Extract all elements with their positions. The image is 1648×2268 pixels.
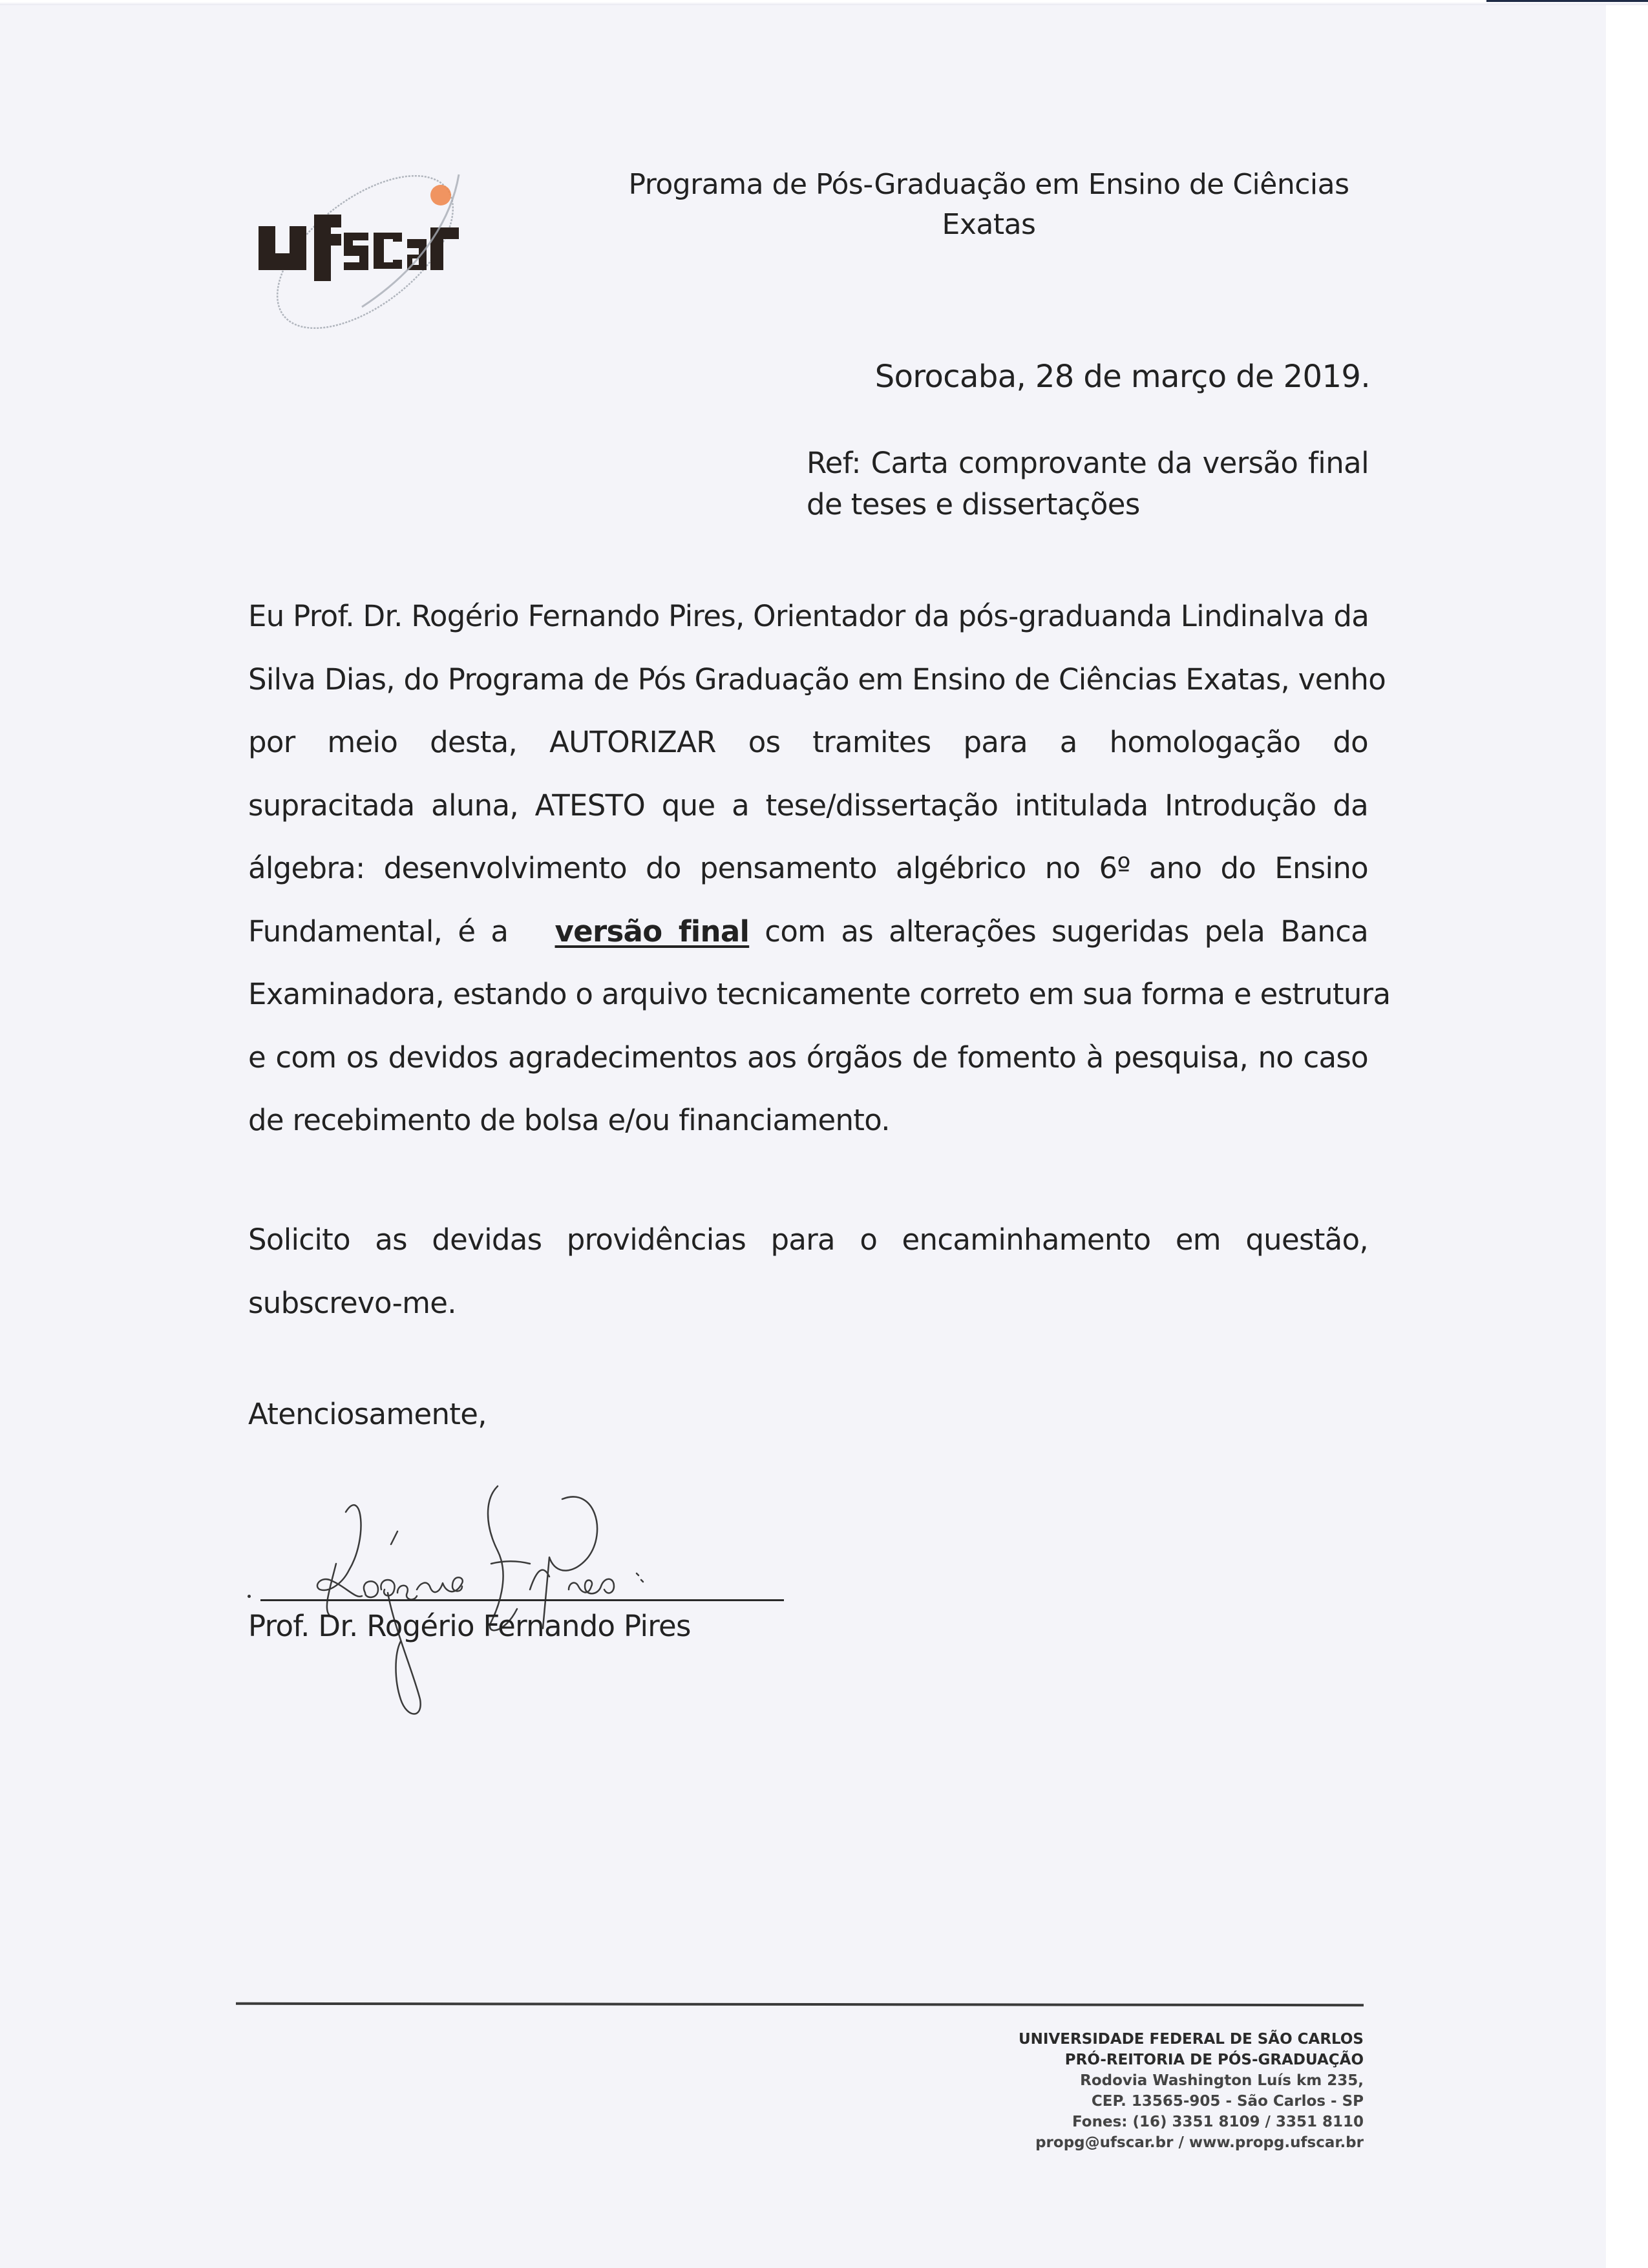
logo-orange-dot (430, 185, 451, 205)
body-text: com as alterações sugeridas pela Banca (765, 914, 1369, 949)
signature-scribble-icon (284, 1460, 704, 1732)
reference-subject (807, 443, 1369, 525)
body-line: Silva Dias, do Programa de Pós Graduação em Ensino de Ciências Exatas, venho (248, 662, 1386, 697)
signature-line (260, 1599, 784, 1601)
closing-line: Solicito as devidas providências para o encaminhamento em questão, (248, 1223, 1368, 1257)
logo-wordmark (259, 215, 459, 281)
reference-line1: Ref: Carta comprovante da versão final (807, 446, 1369, 480)
reference-line2: de teses e dissertações (807, 487, 1140, 521)
footer-address-line1: Rodovia Washington Luís km 235, (1080, 2072, 1364, 2089)
scan-top-edge (0, 0, 1648, 5)
closing-paragraph (248, 1208, 1368, 1334)
footer-institution: UNIVERSIDADE FEDERAL DE SÃO CARLOS (1018, 2031, 1364, 2048)
body-line: por meio desta, AUTORIZAR os tramites para a homologação do (248, 725, 1368, 759)
program-title-line1: Programa de Pós-Graduação em Ensino de Ciências (628, 168, 1349, 201)
footer-contact: propg@ufscar.br / www.propg.ufscar.br (1035, 2134, 1364, 2151)
scan-margin-strip (1606, 5, 1648, 2268)
footer-phones: Fones: (16) 3351 8109 / 3351 8110 (1072, 2114, 1364, 2130)
footer-address-line2: CEP. 13565-905 - São Carlos - SP (1091, 2093, 1364, 2110)
signature-line-dot (248, 1595, 251, 1598)
program-title-line2: Exatas (942, 208, 1036, 241)
salutation: Atenciosamente, (248, 1397, 487, 1431)
signer-name: Prof. Dr. Rogério Fernando Pires (248, 1609, 691, 1643)
footer-address (840, 2029, 1364, 2153)
body-line: de recebimento de bolsa e/ou financiamento. (248, 1103, 890, 1137)
letter-date: Sorocaba, 28 de março de 2019. (874, 359, 1370, 395)
body-line: supracitada aluna, ATESTO que a tese/dissertação intitulada Introdução da (248, 788, 1368, 823)
closing-line: subscrevo-me. (248, 1285, 456, 1320)
ufscar-logo-icon (246, 155, 491, 330)
footer-department: PRÓ-REITORIA DE PÓS-GRADUAÇÃO (1064, 2052, 1364, 2068)
final-version-emphasis: versão final (555, 914, 750, 949)
body-line: Eu Prof. Dr. Rogério Fernando Pires, Orientador da pós-graduanda Lindinalva da (248, 599, 1369, 633)
ufscar-logo (246, 155, 491, 330)
body-line: álgebra: desenvolvimento do pensamento algébrico no 6º ano do Ensino (248, 851, 1368, 885)
handwritten-signature (284, 1460, 704, 1732)
program-header (614, 165, 1364, 245)
body-line: Examinadora, estando o arquivo tecnicamente correto em sua forma e estrutura (248, 977, 1391, 1011)
body-line: e com os devidos agradecimentos aos órgãos de fomento à pesquisa, no caso (248, 1040, 1368, 1075)
body-paragraph (248, 585, 1391, 1152)
body-text: Fundamental, é a (248, 914, 509, 949)
body-line-final-version (248, 900, 1368, 963)
scan-top-edge-dark (1486, 0, 1648, 2)
